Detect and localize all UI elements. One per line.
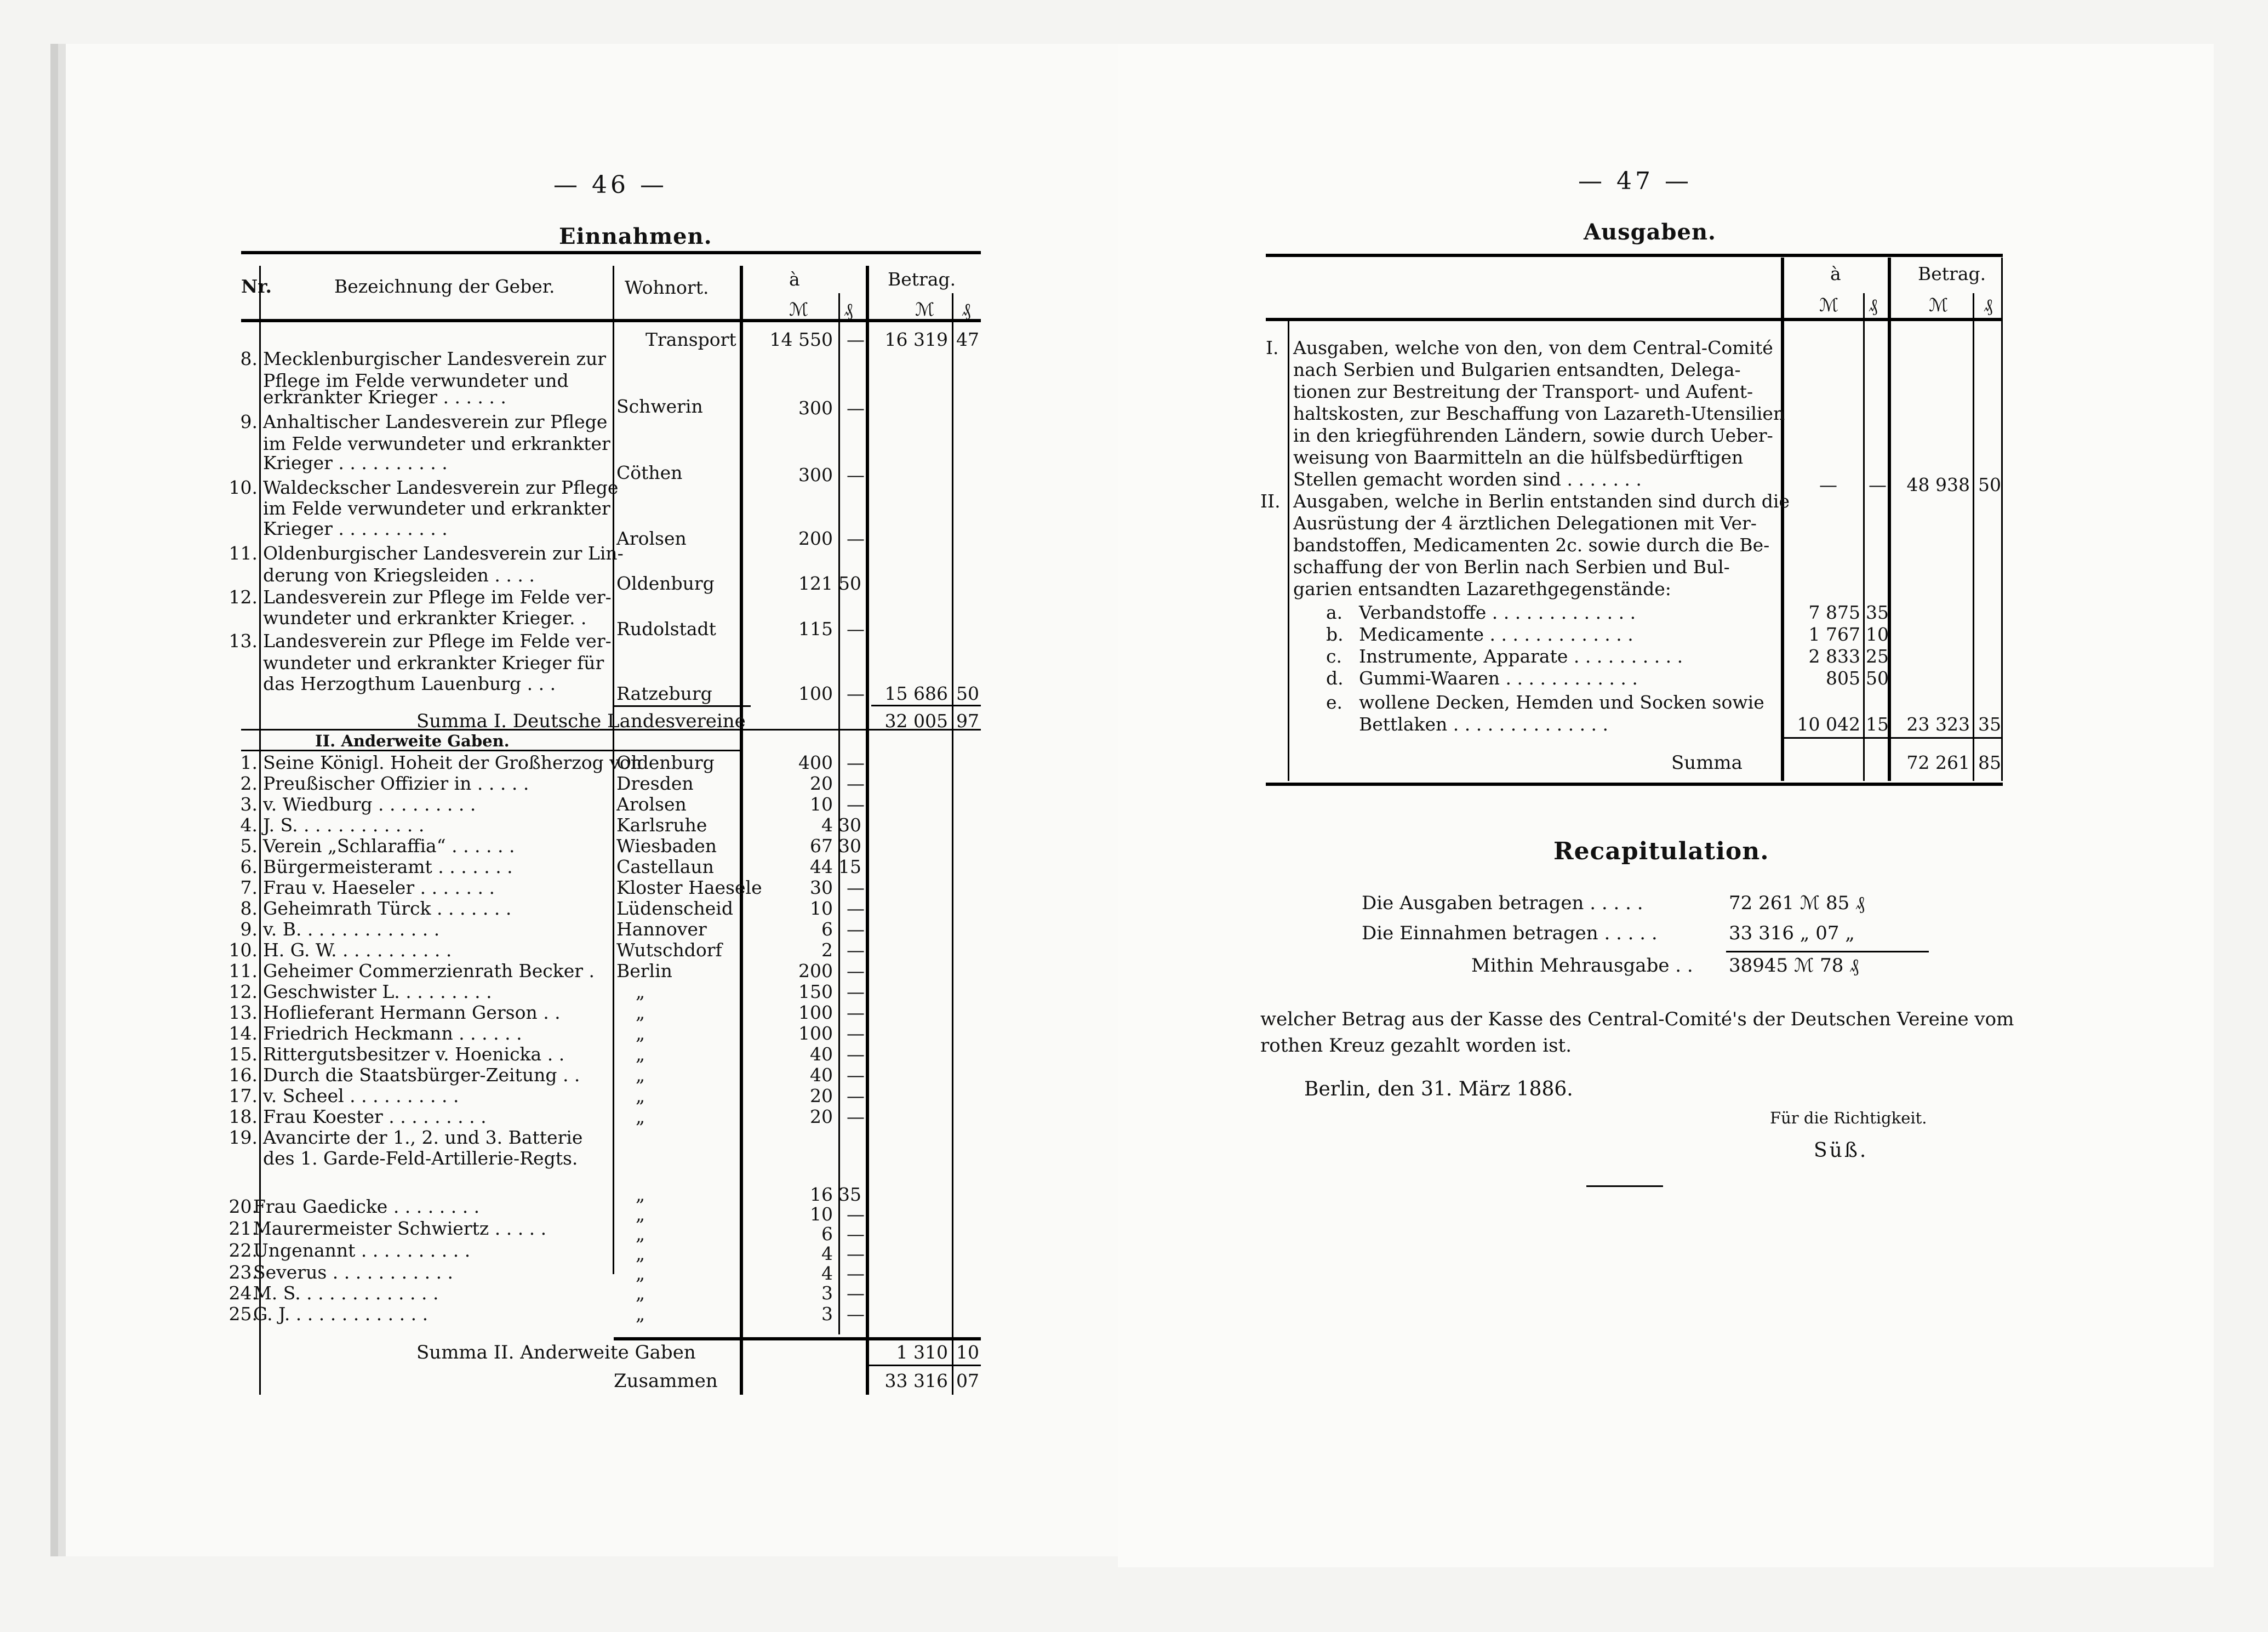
summa1-label: Summa I. Deutsche Landesvereine (416, 710, 746, 732)
s2-nr: 18. (228, 1106, 258, 1127)
s1-total-p: 50 (956, 683, 979, 704)
s1-line: derung von Kriegsleiden . . . . (263, 564, 535, 586)
summa2-rule (614, 1337, 981, 1340)
s2-p: — (847, 1043, 865, 1065)
s2-m: 3 (821, 1303, 833, 1325)
s1-line: Landesverein zur Pflege im Felde ver- (263, 630, 612, 652)
s2-nr: 7. (240, 877, 258, 898)
s1-place: Oldenburg (616, 573, 715, 594)
col-amount-mark: ℳ (915, 299, 935, 320)
s1-line: im Felde verwundeter und erkrankter (263, 433, 610, 454)
s2-giver: v. Wiedburg . . . . . . . . . (263, 794, 476, 815)
s1-m: 200 (798, 528, 833, 549)
s2-nr: 4. (240, 814, 258, 836)
place-date: Berlin, den 31. März 1886. (1304, 1078, 1573, 1100)
s2-nr: 9. (240, 918, 258, 940)
r-table-top-rule (1266, 254, 2003, 257)
s2-m: 20 (810, 1085, 833, 1106)
left-heading: Einnahmen. (559, 224, 712, 249)
closing-line: rothen Kreuz gezahlt worden ist. (1260, 1035, 1572, 1057)
s2-place: Karlsruhe (616, 814, 707, 836)
s2-giver: H. G. W. . . . . . . . . . . (263, 939, 452, 961)
s2-p: 15 (838, 856, 861, 877)
s1-p: — (847, 683, 865, 704)
s2-p: — (847, 1303, 865, 1325)
col-amount-pf: ₰ (962, 299, 971, 320)
recap-value: 72 261 ℳ 85 ₰ (1729, 892, 1865, 914)
recap-heading: Recapitulation. (1553, 837, 1769, 865)
s2-giver: Bürgermeisteramt . . . . . . . (263, 856, 513, 877)
s2-place: „ (636, 1043, 645, 1065)
s2-place: „ (636, 1303, 645, 1325)
r-item1-unit-p: — (1869, 474, 1887, 495)
recap-rule (1726, 951, 1929, 952)
s2-m: 6 (821, 918, 833, 940)
s1-place: Rudolstadt (616, 618, 716, 640)
s2-p: — (847, 1064, 865, 1086)
s2-p: — (847, 1023, 865, 1044)
r-item2-line: bandstoffen, Medicamenten 2c. sowie durch die Be- (1293, 534, 1770, 556)
s2-place: „ (636, 1085, 645, 1106)
s1-nr: 8. (240, 348, 258, 369)
s2-place: „ (636, 1023, 645, 1044)
s2-nr: 21. (228, 1218, 258, 1239)
r-sub-label: Instrumente, Apparate . . . . . . . . . . (1359, 646, 1683, 667)
r-v-right (2001, 258, 2003, 781)
s1-m: 115 (798, 618, 833, 640)
r-item1-unit-m: — (1819, 474, 1837, 495)
r-v-amount-p (1973, 293, 1974, 781)
s2-giver: Durch die Staatsbürger-Zeitung . . (263, 1064, 580, 1086)
s2-p: — (847, 1203, 865, 1225)
s2-m: 40 (810, 1043, 833, 1065)
r-sub-letter: a. (1326, 602, 1343, 623)
s2-nr: 20. (228, 1196, 258, 1217)
r-sub-p: 50 (1866, 667, 1889, 689)
s2-place: „ (636, 1263, 645, 1284)
s2-place: „ (636, 1282, 645, 1304)
s1-line: Oldenburgischer Landesverein zur Lin- (263, 543, 624, 564)
r-col-amount-pf: ₰ (1984, 294, 1993, 316)
r-sub-p: 35 (1866, 602, 1889, 623)
r-summa-rule (1784, 737, 2003, 739)
zusammen-rule (866, 1365, 981, 1366)
r-item1-line: in den kriegführenden Ländern, sowie durch Ueber- (1293, 425, 1773, 446)
s2-p: — (847, 1106, 865, 1127)
recap-label: Mithin Mehrausgabe . . (1471, 955, 1693, 977)
zusammen-label: Zusammen (614, 1370, 718, 1392)
v-amount-p (952, 293, 953, 1395)
s1-line: Krieger . . . . . . . . . . (263, 452, 448, 473)
r-item2-nr: II. (1260, 490, 1281, 512)
s2-nr: 8. (240, 898, 258, 919)
r-item1-line: Stellen gemacht worden sind . . . . . . . (1293, 469, 1642, 490)
s2-p: — (847, 794, 865, 815)
s1-p: — (847, 618, 865, 640)
s1-line: im Felde verwundeter und erkrankter (263, 498, 610, 519)
s2-m: 200 (798, 960, 833, 982)
s2-p: 30 (838, 814, 861, 836)
s2-m: 400 (798, 752, 833, 773)
transport-label: Transport (645, 329, 736, 350)
s2-place: Kloster Haesele (616, 877, 762, 898)
closing-line: welcher Betrag aus der Kasse des Central-Comité's der Deutschen Vereine vom (1260, 1008, 2014, 1030)
right-page (1118, 44, 2214, 1567)
s2-giver: Severus . . . . . . . . . . . (253, 1262, 454, 1283)
s1-line: Waldeckscher Landesverein zur Pflege (263, 477, 619, 498)
r-item1-m: 48 938 (1906, 474, 1970, 495)
r-item2-line: Ausrüstung der 4 ärztlichen Delegationen mit Ver- (1293, 512, 1757, 534)
s2-giver: Verein „Schlaraffia“ . . . . . . (263, 835, 515, 857)
r-sub-letter: c. (1326, 646, 1342, 667)
s2-m: 16 (810, 1184, 833, 1205)
summa2-m: 1 310 (896, 1342, 948, 1363)
s2-place: „ (636, 1203, 645, 1225)
right-heading: Ausgaben. (1584, 219, 1716, 245)
r-sub-m: 7 875 (1808, 602, 1860, 623)
s1-line: Pflege im Felde verwundeter und (263, 370, 569, 391)
header-rule (241, 319, 981, 322)
s2-place: „ (636, 981, 645, 1002)
r-item2-line: garien entsandten Lazarethgegenstände: (1293, 578, 1671, 600)
r-item1-line: weisung von Baarmitteln an die hülfsbedürftigen (1293, 447, 1744, 468)
r-sub-p: 25 (1866, 646, 1889, 667)
s1-line: Krieger . . . . . . . . . . (263, 518, 448, 539)
s1-p: 50 (838, 573, 861, 594)
s2-p: 35 (838, 1184, 861, 1205)
s2-p: — (847, 1263, 865, 1284)
s2-p: — (847, 960, 865, 982)
summa2-p: 10 (956, 1342, 979, 1363)
s2-nr: 17. (228, 1085, 258, 1106)
r-sub-m: 10 042 (1797, 714, 1860, 735)
s2-m: 40 (810, 1064, 833, 1086)
s2-nr: 6. (240, 856, 258, 877)
r-summa-label: Summa (1671, 752, 1743, 774)
s2-nr: 15. (228, 1043, 258, 1065)
s2-nr: 23. (228, 1262, 258, 1283)
s2-place: Lüdenscheid (616, 898, 733, 919)
s2-place: Castellaun (616, 856, 714, 877)
recap-label: Die Ausgaben betragen . . . . . (1362, 892, 1643, 914)
s2-giver: Maurermeister Schwiertz . . . . . (253, 1218, 547, 1239)
r-col-unit: à (1830, 263, 1841, 284)
s2-nr: 24. (228, 1282, 258, 1304)
r-item2-m: 23 323 (1906, 714, 1970, 735)
s1-place-rule (614, 705, 751, 707)
s2-giver: Hoflieferant Hermann Gerson . . (263, 1002, 561, 1023)
transport-m: 16 319 (884, 329, 948, 350)
r-v-text (1781, 258, 1784, 781)
s2-giver: M. S. . . . . . . . . . . . . (253, 1282, 439, 1304)
s2-nr: 11. (228, 960, 258, 982)
s2-giver: G. J. . . . . . . . . . . . . (253, 1303, 429, 1325)
s1-place: Schwerin (616, 396, 703, 417)
s1-nr: 12. (228, 586, 258, 608)
s1-m: 300 (798, 397, 833, 419)
s1-line: Anhaltischer Landesverein zur Pflege (263, 411, 608, 432)
s2-m: 20 (810, 1106, 833, 1127)
s2-giver: Geschwister L. . . . . . . . . (263, 981, 492, 1002)
r-sub-label: Gummi-Waaren . . . . . . . . . . . . (1359, 667, 1638, 689)
s2-m: 100 (798, 1023, 833, 1044)
s2-giver: Seine Königl. Hoheit der Großherzog von (263, 752, 642, 773)
s2-nr: 13. (228, 1002, 258, 1023)
s2-p: 30 (838, 835, 861, 857)
s1-nr: 13. (228, 630, 258, 652)
s2-nr: 19. (228, 1127, 258, 1148)
r-item2-line: schaffung der von Berlin nach Serbien und Bul- (1293, 556, 1730, 578)
col-nr: Nr. (241, 276, 272, 297)
s2-p: — (847, 939, 865, 961)
r-item1-line: tionen zur Bestreitung der Transport- und Aufent- (1293, 381, 1753, 402)
s2-place: Berlin (616, 960, 672, 982)
zusammen-p: 07 (956, 1370, 979, 1391)
r-table-bottom-rule (1266, 783, 2003, 786)
r-sub-p: 15 (1866, 714, 1889, 735)
summa2-label: Summa II. Anderweite Gaben (416, 1342, 696, 1363)
s2-p: — (847, 752, 865, 773)
v-unit-p (838, 293, 840, 1334)
r-item1-p: 50 (1978, 474, 2001, 495)
s2-giver: v. B. . . . . . . . . . . . . (263, 918, 440, 940)
recap-label: Die Einnahmen betragen . . . . . (1362, 922, 1658, 944)
s2-place: Hannover (616, 918, 707, 940)
s2-giver: Rittergutsbesitzer v. Hoenicka . . (263, 1043, 565, 1065)
section2-heading: II. Anderweite Gaben. (315, 732, 510, 750)
s1-line: Mecklenburgischer Landesverein zur (263, 348, 607, 369)
r-summa-p: 85 (1978, 752, 2001, 773)
summa1-p: 97 (956, 710, 979, 732)
s2-p: — (847, 1002, 865, 1023)
s2-m: 10 (810, 898, 833, 919)
s2-m: 100 (798, 1002, 833, 1023)
signature: Süß. (1814, 1139, 1869, 1162)
r-col-unit-pf: ₰ (1869, 294, 1878, 316)
left-page-number: — 46 — (553, 171, 667, 199)
s2-place: Wutschdorf (616, 939, 722, 961)
v-unit (866, 266, 869, 1395)
s2-p: — (847, 898, 865, 919)
s1-place: Cöthen (616, 462, 683, 483)
s2-place: „ (636, 1243, 645, 1264)
s2-nr: 25. (228, 1303, 258, 1325)
end-rule (1586, 1185, 1663, 1187)
s1-nr: 9. (240, 411, 258, 432)
zusammen-m: 33 316 (884, 1370, 948, 1391)
s2-p: — (847, 1085, 865, 1106)
r-sub-label: Verbandstoffe . . . . . . . . . . . . . (1359, 602, 1636, 623)
s2-place: Dresden (616, 773, 694, 794)
s2-giver: Ungenannt . . . . . . . . . . (253, 1240, 471, 1261)
s1-p: — (847, 397, 865, 419)
s1-line: Landesverein zur Pflege im Felde ver- (263, 586, 612, 608)
r-sub-label-cont: Bettlaken . . . . . . . . . . . . . . (1359, 714, 1609, 735)
r-item1-line: Ausgaben, welche von den, von dem Central-Comité (1293, 337, 1773, 358)
s1-line: wundeter und erkrankter Krieger. . (263, 607, 587, 629)
s2-m: 44 (810, 856, 833, 877)
s2-p: — (847, 773, 865, 794)
r-sub-letter: e. (1326, 692, 1343, 713)
s2-p: — (847, 1243, 865, 1264)
s2-giver: Preußischer Offizier in . . . . . (263, 773, 529, 794)
s2-place: „ (636, 1223, 645, 1245)
r-col-amount-mark: ℳ (1929, 294, 1949, 316)
s2-p: — (847, 981, 865, 1002)
recap-value: 33 316 „ 07 „ (1729, 922, 1855, 944)
r-sub-m: 805 (1826, 667, 1860, 689)
transport-p: 47 (956, 329, 979, 350)
col-giver: Bezeichnung der Geber. (334, 276, 555, 297)
s1-place: Arolsen (616, 528, 687, 549)
s2-m: 10 (810, 1203, 833, 1225)
r-item2-line: Ausgaben, welche in Berlin entstanden sind durch die (1293, 490, 1790, 512)
s2-giver: J. S. . . . . . . . . . . . (263, 814, 425, 836)
s2-place: „ (636, 1106, 645, 1127)
r-sub-letter: b. (1326, 624, 1344, 645)
transport-unit-p: — (847, 329, 865, 350)
s2-place: Arolsen (616, 794, 687, 815)
r-header-rule (1266, 318, 2003, 321)
r-item1-line: haltskosten, zur Beschaffung von Lazareth-Utensilien (1293, 403, 1785, 424)
section2-heading-rule (241, 750, 740, 751)
r-sub-label: Medicamente . . . . . . . . . . . . . (1359, 624, 1633, 645)
r-sub-p: 10 (1866, 624, 1889, 645)
s2-p: — (847, 877, 865, 898)
s2-m: 150 (798, 981, 833, 1002)
s2-giver: Frau Koester . . . . . . . . . (263, 1106, 487, 1127)
s2-nr: 12. (228, 981, 258, 1002)
s2-nr: 5. (240, 835, 258, 857)
s2-p: — (847, 1223, 865, 1245)
s2-giver: Avancirte der 1., 2. und 3. Batterie (263, 1127, 583, 1148)
s2-giver: Frau Gaedicke . . . . . . . . (253, 1196, 480, 1217)
col-unit-pf: ₰ (844, 299, 853, 320)
s2-nr: 10. (228, 939, 258, 961)
s1-m: 121 (798, 573, 833, 594)
r-col-unit-mark: ℳ (1819, 294, 1839, 316)
r-sub-letter: d. (1326, 667, 1344, 689)
s2-nr: 2. (240, 773, 258, 794)
r-sub-label: wollene Decken, Hemden und Socken sowie (1359, 692, 1764, 713)
transport-unit-m: 14 550 (769, 329, 833, 350)
table-top-rule (241, 251, 981, 254)
s1-line: das Herzogthum Lauenburg . . . (263, 673, 556, 694)
s2-place: „ (636, 1064, 645, 1086)
right-page-number: — 47 — (1578, 167, 1692, 195)
r-item1-line: nach Serbien und Bulgarien entsandten, Delega- (1293, 359, 1741, 380)
s2-nr: 3. (240, 794, 258, 815)
s2-place: „ (636, 1002, 645, 1023)
r-v-nr (1288, 318, 1289, 781)
r-summa-m: 72 261 (1906, 752, 1970, 773)
attest: Für die Richtigkeit. (1770, 1109, 1927, 1127)
r-sub-m: 2 833 (1808, 646, 1860, 667)
s2-p: — (847, 918, 865, 940)
r-col-amount: Betrag. (1918, 263, 1986, 284)
s1-subtotal-rule (871, 705, 981, 706)
s2-giver: v. Scheel . . . . . . . . . . (263, 1085, 459, 1106)
s1-nr: 10. (228, 477, 258, 498)
s2-m: 67 (810, 835, 833, 857)
s2-giver-cont: des 1. Garde-Feld-Artillerie-Regts. (263, 1148, 578, 1169)
col-unit-mark: ℳ (789, 299, 809, 320)
r-sub-m: 1 767 (1808, 624, 1860, 645)
v-place (740, 266, 743, 1395)
s1-m: 300 (798, 464, 833, 486)
col-place: Wohnort. (625, 277, 709, 298)
col-unit: à (789, 269, 800, 290)
s2-place: Oldenburg (616, 752, 715, 773)
s2-m: 4 (821, 814, 833, 836)
s1-place: Ratzeburg (616, 683, 712, 704)
s2-giver: Geheimer Commerzienrath Becker . (263, 960, 595, 982)
s1-line: wundeter und erkrankter Krieger für (263, 652, 604, 674)
r-v-unit-p (1863, 293, 1865, 781)
s1-m: 100 (798, 683, 833, 704)
s2-nr: 22. (228, 1240, 258, 1261)
s2-nr: 1. (240, 752, 258, 773)
summa1-m: 32 005 (884, 710, 948, 732)
s2-m: 6 (821, 1223, 833, 1245)
s2-giver: Friedrich Heckmann . . . . . . (263, 1023, 522, 1044)
s1-total-m: 15 686 (884, 683, 948, 704)
s2-m: 20 (810, 773, 833, 794)
s2-m: 4 (821, 1263, 833, 1284)
r-item1-nr: I. (1266, 337, 1279, 358)
s2-m: 30 (810, 877, 833, 898)
s1-p: — (847, 464, 865, 486)
s2-m: 3 (821, 1282, 833, 1304)
s2-m: 2 (821, 939, 833, 961)
col-amount: Betrag. (888, 269, 956, 290)
s2-p: — (847, 1282, 865, 1304)
r-v-unit (1888, 258, 1891, 781)
s2-place: „ (636, 1184, 645, 1205)
recap-value: 38945 ℳ 78 ₰ (1729, 955, 1859, 977)
s1-line: erkrankter Krieger . . . . . . (263, 386, 506, 408)
s2-m: 4 (821, 1243, 833, 1264)
s2-m: 10 (810, 794, 833, 815)
r-item2-p: 35 (1978, 714, 2001, 735)
s1-nr: 11. (228, 543, 258, 564)
s2-nr: 16. (228, 1064, 258, 1086)
s1-p: — (847, 528, 865, 549)
s2-nr: 14. (228, 1023, 258, 1044)
s2-place: Wiesbaden (616, 835, 717, 857)
s2-giver: Geheimrath Türck . . . . . . . (263, 898, 512, 919)
s2-giver: Frau v. Haeseler . . . . . . . (263, 877, 495, 898)
